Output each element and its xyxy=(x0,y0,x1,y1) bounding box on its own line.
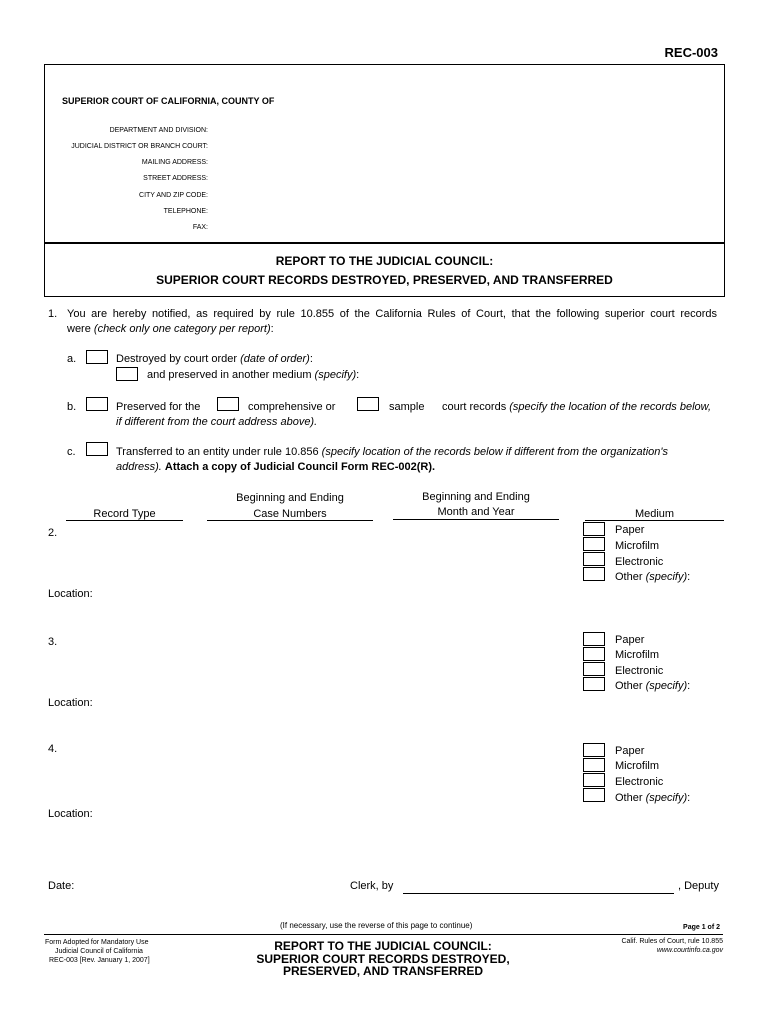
checkbox-entry-2-microfilm[interactable] xyxy=(583,537,605,551)
field-label-fax: FAX: xyxy=(192,224,208,231)
footer-title-3: PRESERVED, AND TRANSFERRED xyxy=(282,964,484,978)
col-header-medium: Medium xyxy=(634,508,675,520)
footer-title-1: REPORT TO THE JUDICIAL COUNCIL: xyxy=(274,939,492,953)
checkbox-preserved[interactable] xyxy=(86,397,108,411)
footer-rule xyxy=(44,934,723,935)
field-label-mailing: MAILING ADDRESS: xyxy=(141,159,208,166)
entry-4-location-label: Location: xyxy=(48,808,93,820)
col-rule-record-type xyxy=(66,520,183,521)
court-title: SUPERIOR COURT OF CALIFORNIA, COUNTY OF xyxy=(62,96,275,106)
option-c-line2: address). Attach a copy of Judicial Council Form REC-002(R). xyxy=(116,461,436,473)
checkbox-entry-4-microfilm[interactable] xyxy=(583,758,605,772)
checkbox-entry-4-paper[interactable] xyxy=(583,743,605,757)
entry-2-paper-label: Paper xyxy=(615,524,645,536)
col-rule-medium xyxy=(585,520,724,521)
checkbox-transferred[interactable] xyxy=(86,442,108,456)
entry-3-number: 3. xyxy=(48,636,58,648)
footer-title-2: SUPERIOR COURT RECORDS DESTROYED, xyxy=(256,952,510,966)
option-a-line2: and preserved in another medium (specify): xyxy=(147,369,360,381)
col-rule-month-year xyxy=(393,519,559,520)
entry-2-other-label: Other (specify): xyxy=(615,571,691,583)
option-c-letter: c. xyxy=(67,446,76,458)
entry-2-electronic-label: Electronic xyxy=(615,556,664,568)
continue-note: (If necessary, use the reverse of this page to continue) xyxy=(280,921,473,930)
entry-2-number: 2. xyxy=(48,527,58,539)
checkbox-preserved-other-medium[interactable] xyxy=(116,367,138,381)
form-code: REC-003 xyxy=(664,45,718,60)
col-header-month-year-2: Month and Year xyxy=(437,506,515,518)
footer-adopted-1: Form Adopted for Mandatory Use xyxy=(45,939,149,946)
checkbox-entry-3-electronic[interactable] xyxy=(583,662,605,676)
checkbox-entry-3-other[interactable] xyxy=(583,677,605,691)
entry-2-microfilm-label: Microfilm xyxy=(615,540,659,552)
field-label-city-zip: CITY AND ZIP CODE: xyxy=(139,192,208,199)
date-label: Date: xyxy=(48,880,75,892)
entry-3-electronic-label: Electronic xyxy=(615,665,664,677)
checkbox-entry-3-paper[interactable] xyxy=(583,632,605,646)
option-b-comprehensive: comprehensive or xyxy=(248,401,336,413)
entry-4-number: 4. xyxy=(48,743,58,755)
option-a-letter: a. xyxy=(67,353,77,365)
footer-adopted-3: REC-003 [Rev. January 1, 2007] xyxy=(49,957,150,964)
item-1-text-line2: were (check only one category per report): xyxy=(67,323,274,335)
option-b-text: Preserved for the xyxy=(116,401,201,413)
option-a-text: Destroyed by court order (date of order): xyxy=(116,353,313,365)
deputy-label: , Deputy xyxy=(678,880,719,892)
checkbox-entry-2-other[interactable] xyxy=(583,567,605,581)
checkbox-entry-4-other[interactable] xyxy=(583,788,605,802)
field-label-district: JUDICIAL DISTRICT OR BRANCH COURT: xyxy=(71,143,208,150)
col-header-record-type: Record Type xyxy=(93,508,156,520)
field-label-street: STREET ADDRESS: xyxy=(143,175,208,182)
clerk-signature-line[interactable] xyxy=(403,893,674,894)
col-header-case-numbers-2: Case Numbers xyxy=(253,508,327,520)
heading-line-2: SUPERIOR COURT RECORDS DESTROYED, PRESERVED, AND TRANSFERRED xyxy=(156,273,613,287)
footer-adopted-2: Judicial Council of California xyxy=(55,948,143,955)
checkbox-destroyed[interactable] xyxy=(86,350,108,364)
col-rule-case-numbers xyxy=(207,520,373,521)
entry-4-microfilm-label: Microfilm xyxy=(615,760,659,772)
entry-3-location-label: Location: xyxy=(48,697,93,709)
option-b-sample: sample xyxy=(389,401,425,413)
entry-3-microfilm-label: Microfilm xyxy=(615,649,659,661)
col-header-month-year-1: Beginning and Ending xyxy=(422,491,530,503)
court-header-box xyxy=(44,64,725,244)
field-label-department: DEPARTMENT AND DIVISION: xyxy=(109,127,208,134)
option-b-line2: if different from the court address above). xyxy=(116,416,318,428)
entry-3-paper-label: Paper xyxy=(615,634,645,646)
heading-box xyxy=(44,242,725,297)
checkbox-entry-3-microfilm[interactable] xyxy=(583,647,605,661)
option-b-letter: b. xyxy=(67,401,77,413)
checkbox-entry-4-electronic[interactable] xyxy=(583,773,605,787)
checkbox-comprehensive[interactable] xyxy=(217,397,239,411)
page-number: Page 1 of 2 xyxy=(683,924,720,931)
entry-4-electronic-label: Electronic xyxy=(615,776,664,788)
footer-url[interactable]: www.courtinfo.ca.gov xyxy=(656,947,723,954)
option-c-text: Transferred to an entity under rule 10.856 (specify location of the records below if different from the organization's xyxy=(116,446,668,458)
checkbox-sample[interactable] xyxy=(357,397,379,411)
field-label-telephone: TELEPHONE: xyxy=(163,208,208,215)
clerk-label: Clerk, by xyxy=(350,880,394,892)
item-1-text: You are hereby notified, as required by rule 10.855 of the California Rules of Court, that the following superior court records xyxy=(67,308,717,320)
option-b-rest: court records (specify the location of the records below, xyxy=(442,401,712,413)
checkbox-entry-2-electronic[interactable] xyxy=(583,552,605,566)
entry-2-location-label: Location: xyxy=(48,588,93,600)
entry-4-paper-label: Paper xyxy=(615,745,645,757)
footer-rule-citation: Calif. Rules of Court, rule 10.855 xyxy=(621,938,723,945)
heading-line-1: REPORT TO THE JUDICIAL COUNCIL: xyxy=(275,254,494,268)
item-1-number: 1. xyxy=(48,308,58,320)
entry-4-other-label: Other (specify): xyxy=(615,792,691,804)
col-header-case-numbers-1: Beginning and Ending xyxy=(236,492,344,504)
checkbox-entry-2-paper[interactable] xyxy=(583,522,605,536)
entry-3-other-label: Other (specify): xyxy=(615,680,691,692)
